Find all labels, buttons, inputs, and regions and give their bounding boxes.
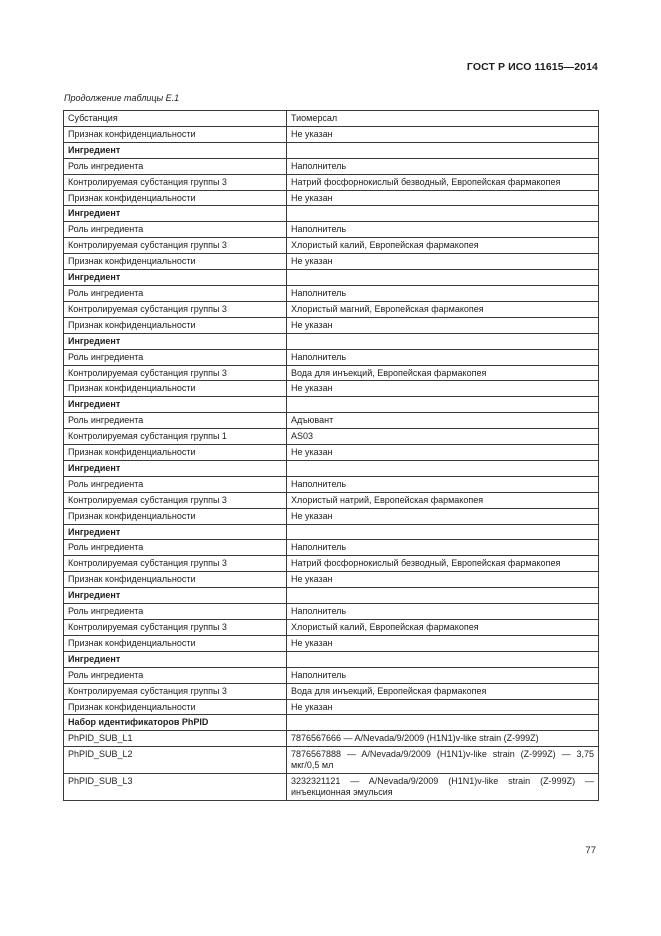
table-row	[64, 238, 599, 254]
property-value-cell: 3232321121 — A/Nevada/9/2009 (H1N1)v-like strain (Z-999Z) — инъекционная эмульсия	[287, 774, 599, 801]
property-label-cell: Признак конфиденциальности	[64, 508, 287, 524]
table-row	[64, 588, 599, 604]
property-label-cell: Признак конфиденциальности	[64, 126, 287, 142]
property-value-cell: Наполнитель	[287, 158, 599, 174]
property-label-cell: Признак конфиденциальности	[64, 254, 287, 270]
property-value-cell: Тиомерсал	[287, 111, 599, 127]
ingredients-table	[63, 110, 599, 801]
table-row	[64, 556, 599, 572]
table-row	[64, 429, 599, 445]
table-row	[64, 158, 599, 174]
property-label-cell: Контролируемая субстанция группы 3	[64, 556, 287, 572]
property-label-cell: PhPID_SUB_L2	[64, 747, 287, 774]
table-row	[64, 190, 599, 206]
property-label-cell: Признак конфиденциальности	[64, 317, 287, 333]
property-value-cell: Наполнитель	[287, 285, 599, 301]
table-row	[64, 747, 599, 774]
property-label-cell: Контролируемая субстанция группы 1	[64, 429, 287, 445]
property-value-cell: Не указан	[287, 126, 599, 142]
property-label-cell: Признак конфиденциальности	[64, 381, 287, 397]
property-label-cell: Признак конфиденциальности	[64, 190, 287, 206]
table-row	[64, 683, 599, 699]
property-label-cell: Роль ингредиента	[64, 413, 287, 429]
section-heading-cell: Ингредиент	[64, 651, 287, 667]
property-label-cell: Роль ингредиента	[64, 222, 287, 238]
table-row	[64, 476, 599, 492]
property-value-cell	[287, 460, 599, 476]
property-value-cell: Не указан	[287, 190, 599, 206]
table-row	[64, 301, 599, 317]
table-row	[64, 460, 599, 476]
property-value-cell: Не указан	[287, 699, 599, 715]
table-row	[64, 174, 599, 190]
property-value-cell: Наполнитель	[287, 349, 599, 365]
property-label-cell: Контролируемая субстанция группы 3	[64, 683, 287, 699]
property-value-cell: Хлористый калий, Европейская фармакопея	[287, 238, 599, 254]
section-heading-cell: Ингредиент	[64, 206, 287, 222]
table-row	[64, 349, 599, 365]
table-row	[64, 620, 599, 636]
property-value-cell: Вода для инъекций, Европейская фармакопея	[287, 683, 599, 699]
property-label-cell: Роль ингредиента	[64, 349, 287, 365]
property-value-cell: Не указан	[287, 508, 599, 524]
property-label-cell: Контролируемая субстанция группы 3	[64, 492, 287, 508]
property-value-cell: Вода для инъекций, Европейская фармакопея	[287, 365, 599, 381]
property-value-cell	[287, 333, 599, 349]
property-label-cell: Роль ингредиента	[64, 667, 287, 683]
property-value-cell	[287, 397, 599, 413]
table-row	[64, 397, 599, 413]
property-value-cell: 7876567888 — A/Nevada/9/2009 (H1N1)v-like strain (Z-999Z) — 3,75 мкг/0,5 мл	[287, 747, 599, 774]
property-value-cell	[287, 588, 599, 604]
property-value-cell	[287, 270, 599, 286]
table-row	[64, 381, 599, 397]
page-number: 77	[585, 845, 596, 856]
property-value-cell: Наполнитель	[287, 540, 599, 556]
property-value-cell: Не указан	[287, 254, 599, 270]
table-row	[64, 774, 599, 801]
section-heading-cell: Ингредиент	[64, 270, 287, 286]
property-label-cell: Признак конфиденциальности	[64, 572, 287, 588]
property-value-cell: Не указан	[287, 572, 599, 588]
property-value-cell: 7876567666 — A/Nevada/9/2009 (H1N1)v-like strain (Z-999Z)	[287, 731, 599, 747]
property-label-cell: Контролируемая субстанция группы 3	[64, 365, 287, 381]
property-label-cell: Признак конфиденциальности	[64, 635, 287, 651]
section-heading-cell: Набор идентификаторов PhPID	[64, 715, 287, 731]
table-row	[64, 445, 599, 461]
property-value-cell	[287, 142, 599, 158]
property-value-cell: Наполнитель	[287, 222, 599, 238]
property-value-cell	[287, 524, 599, 540]
table-row	[64, 413, 599, 429]
property-value-cell: Натрий фосфорнокислый безводный, Европейская фармакопея	[287, 556, 599, 572]
section-heading-cell: Ингредиент	[64, 460, 287, 476]
table-row	[64, 667, 599, 683]
table-row	[64, 270, 599, 286]
table-row	[64, 508, 599, 524]
property-value-cell: Не указан	[287, 381, 599, 397]
property-label-cell: Субстанция	[64, 111, 287, 127]
property-value-cell: Не указан	[287, 635, 599, 651]
table-row	[64, 540, 599, 556]
table-row	[64, 604, 599, 620]
property-label-cell: Контролируемая субстанция группы 3	[64, 301, 287, 317]
property-label-cell: Признак конфиденциальности	[64, 699, 287, 715]
document-standard-header: ГОСТ Р ИСО 11615—2014	[466, 61, 598, 73]
property-label-cell: Роль ингредиента	[64, 476, 287, 492]
table-row	[64, 731, 599, 747]
property-value-cell: Не указан	[287, 317, 599, 333]
property-value-cell	[287, 715, 599, 731]
property-label-cell: Контролируемая субстанция группы 3	[64, 620, 287, 636]
property-label-cell: Роль ингредиента	[64, 604, 287, 620]
property-value-cell: Хлористый натрий, Европейская фармакопея	[287, 492, 599, 508]
table-row	[64, 365, 599, 381]
table-row	[64, 524, 599, 540]
table-row	[64, 572, 599, 588]
table-row	[64, 651, 599, 667]
table-row	[64, 635, 599, 651]
section-heading-cell: Ингредиент	[64, 333, 287, 349]
property-label-cell: PhPID_SUB_L3	[64, 774, 287, 801]
property-label-cell: Признак конфиденциальности	[64, 445, 287, 461]
table-row	[64, 492, 599, 508]
table-row	[64, 333, 599, 349]
property-value-cell: AS03	[287, 429, 599, 445]
table-caption: Продолжение таблицы Е.1	[64, 93, 180, 103]
table-row	[64, 715, 599, 731]
table-row	[64, 206, 599, 222]
property-value-cell: Наполнитель	[287, 476, 599, 492]
table-row	[64, 142, 599, 158]
section-heading-cell: Ингредиент	[64, 588, 287, 604]
table-row	[64, 699, 599, 715]
table-row	[64, 222, 599, 238]
property-value-cell: Не указан	[287, 445, 599, 461]
property-value-cell: Хлористый магний, Европейская фармакопея	[287, 301, 599, 317]
property-label-cell: Контролируемая субстанция группы 3	[64, 174, 287, 190]
property-value-cell	[287, 651, 599, 667]
property-label-cell: Роль ингредиента	[64, 285, 287, 301]
table-row	[64, 111, 599, 127]
table-row	[64, 126, 599, 142]
property-label-cell: Роль ингредиента	[64, 158, 287, 174]
property-value-cell: Натрий фосфорнокислый безводный, Европейская фармакопея	[287, 174, 599, 190]
property-label-cell: Роль ингредиента	[64, 540, 287, 556]
section-heading-cell: Ингредиент	[64, 397, 287, 413]
property-label-cell: Контролируемая субстанция группы 3	[64, 238, 287, 254]
property-value-cell: Хлористый калий, Европейская фармакопея	[287, 620, 599, 636]
property-value-cell: Адъювант	[287, 413, 599, 429]
table-row	[64, 285, 599, 301]
section-heading-cell: Ингредиент	[64, 524, 287, 540]
table-row	[64, 254, 599, 270]
table-row	[64, 317, 599, 333]
property-label-cell: PhPID_SUB_L1	[64, 731, 287, 747]
property-value-cell: Наполнитель	[287, 604, 599, 620]
property-value-cell: Наполнитель	[287, 667, 599, 683]
property-value-cell	[287, 206, 599, 222]
section-heading-cell: Ингредиент	[64, 142, 287, 158]
